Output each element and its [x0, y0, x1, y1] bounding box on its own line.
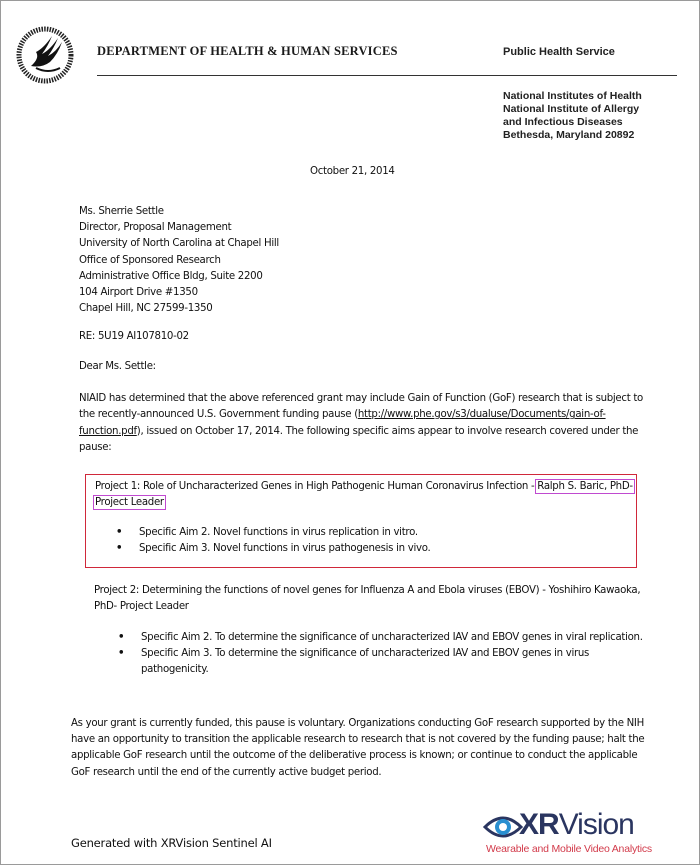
agency-line: National Institutes of Health [503, 90, 642, 102]
xrvision-logo [483, 808, 683, 859]
logo-wordmark-bold: XR [519, 808, 559, 841]
gof-policy-link[interactable]: http://www.phe.gov/s3/dualuse/Documents/gain-of-function.pdf [79, 409, 606, 437]
recipient-line: Administrative Office Bldg, Suite 2200 [79, 270, 263, 282]
recipient-line: Ms. Sherrie Settle [79, 206, 164, 217]
recipient-line: University of North Carolina at Chapel Hill [79, 238, 279, 250]
paragraph-intro-text: NIAID has determined that the above referenced grant may include Gain of Function (GoF) research that is subject to the recently-announced U.S. Government funding pause ( [79, 393, 643, 421]
paragraph-intro [79, 391, 649, 456]
agency-line: and Infectious Diseases [503, 116, 623, 128]
project2-aim: • Specific Aim 3. To determine the significance of uncharacterized IAV and EBOV genes in virus pathogenicity. [118, 646, 648, 678]
project1-leader-highlight: Ralph S. Baric, PhD- Project Leader [95, 481, 633, 508]
agency-line: Bethesda, Maryland 20892 [503, 129, 635, 141]
recipient-line: Chapel Hill, NC 27599-1350 [79, 303, 213, 315]
project1-highlight-box [85, 474, 637, 568]
recipient-address [79, 204, 279, 317]
project2-aims [118, 630, 648, 678]
project2-aim: • Specific Aim 2. To determine the significance of uncharacterized IAV and EBOV genes in viral replication. [118, 630, 648, 646]
recipient-line: Director, Proposal Management [79, 222, 232, 234]
project1-aim: • Specific Aim 3. Novel functions in virus pathogenesis in vivo. [116, 541, 616, 557]
logo-wordmark-light: Vision [558, 808, 634, 841]
hhs-seal-logo [14, 22, 76, 88]
logo-tagline: Wearable and Mobile Video Analytics [486, 843, 652, 855]
recipient-line: 104 Airport Drive #1350 [79, 287, 198, 299]
greeting: Dear Ms. Settle: [79, 361, 156, 372]
letterhead-rule [97, 75, 677, 76]
generated-credit: Generated with XRVision Sentinel AI [71, 836, 272, 850]
project1-aim: • Specific Aim 2. Novel functions in virus replication in vitro. [116, 525, 616, 541]
recipient-line: Office of Sponsored Research [79, 254, 221, 266]
paragraph-pause: As your grant is currently funded, this pause is voluntary. Organizations conducting GoF research supported by the NIH have an opportunity to transition the applicable research to research that is not covered by the funding pause; halt the applicable GoF research until the outcome of the deliberative process is known; or continue to conduct the applicable GoF research until the end of the currently active budget period. [71, 718, 645, 778]
eye-icon [483, 813, 523, 841]
project1-title-text: Project 1: Role of Uncharacterized Genes in High Pathogenic Human Coronavirus Infection - [95, 481, 538, 492]
logo-wordmark [519, 808, 634, 842]
project2-title: Project 2: Determining the functions of novel genes for Influenza A and Ebola viruses (EBOV) - Yoshihiro Kawaoka, PhD- Project Leader [94, 585, 641, 612]
project1-aims [116, 525, 616, 557]
paragraph-intro-text-end: ), issued on October 17, 2014. The following specific aims appear to involve research covered under the pause: [79, 425, 639, 453]
reference-line: RE: 5U19 AI107810-02 [79, 331, 189, 342]
public-health-service: Public Health Service [503, 46, 615, 58]
letter-date: October 21, 2014 [310, 166, 395, 177]
project1-title [95, 479, 635, 511]
department-heading: DEPARTMENT OF HEALTH & HUMAN SERVICES [97, 44, 398, 58]
agency-line: National Institute of Allergy [503, 103, 640, 115]
agency-address [503, 90, 642, 142]
